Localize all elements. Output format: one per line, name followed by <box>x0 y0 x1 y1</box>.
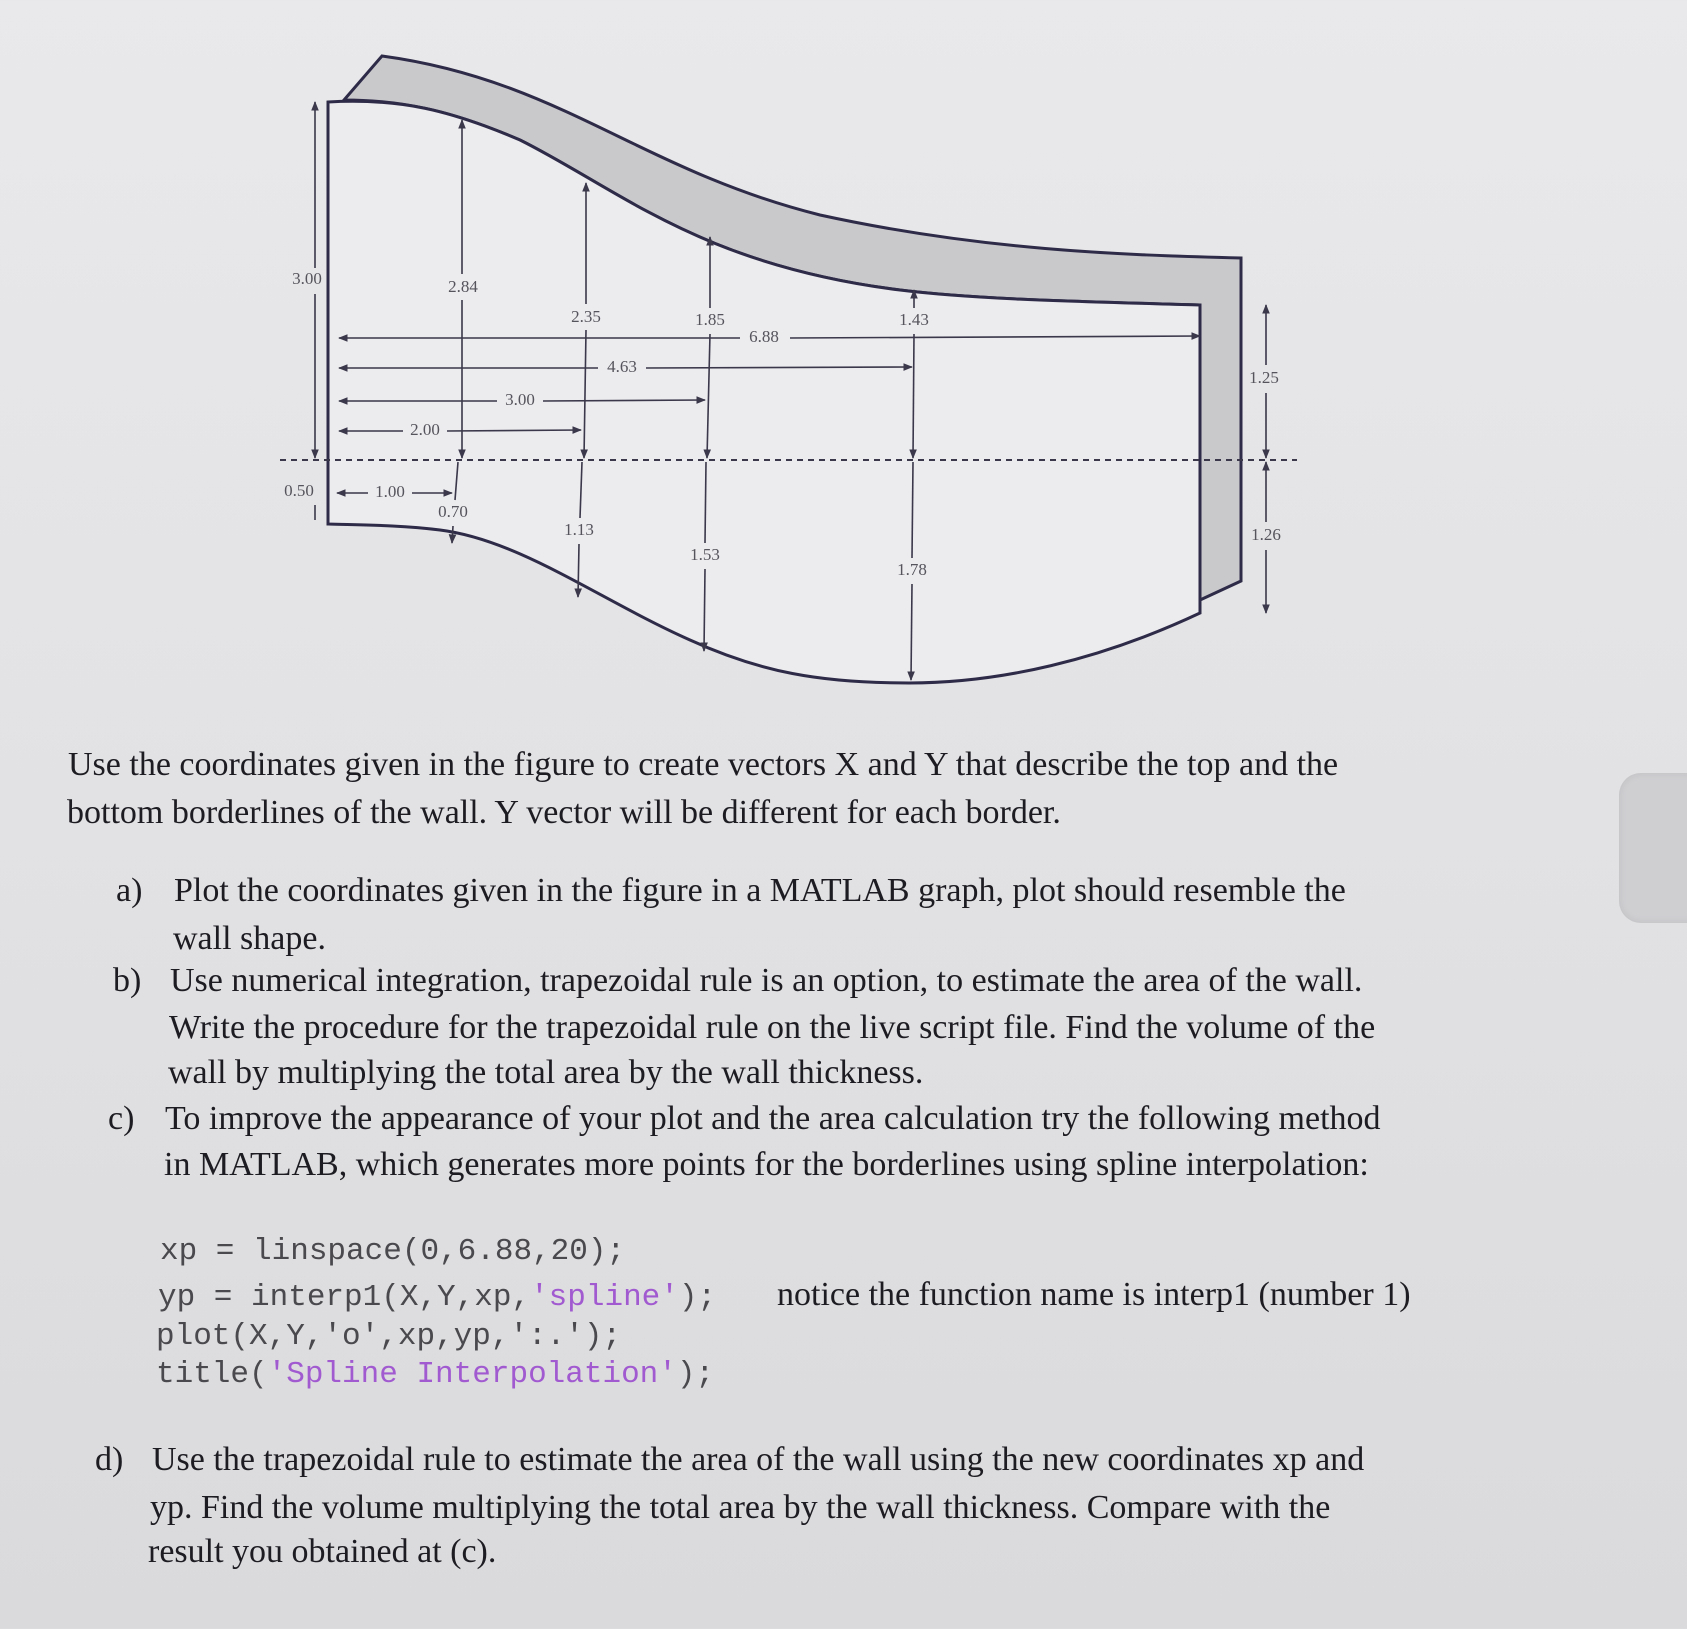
dim-top-x1: 2.84 <box>448 276 478 296</box>
wall-outline <box>328 101 1200 683</box>
dim-left-height: 3.00 <box>292 268 322 288</box>
dim-top-x2: 2.35 <box>571 306 601 326</box>
item-c-label: c) <box>108 1100 135 1137</box>
item-c-line-2: in MATLAB, which generates more points for the borderlines using spline interpolation: <box>164 1146 1369 1183</box>
dim-bottom-x4: 1.78 <box>897 559 927 579</box>
item-d-line-1: Use the trapezoidal rule to estimate the area of the wall using the new coordinates xp and <box>152 1441 1365 1478</box>
intro-line-1: Use the coordinates given in the figure to create vectors X and Y that describe the top and the <box>68 746 1339 783</box>
item-d-line-2: yp. Find the volume multiplying the total area by the wall thickness. Compare with the <box>150 1489 1331 1526</box>
dim-top-x3: 1.85 <box>695 309 725 329</box>
item-b-line-3: wall by multiplying the total area by the wall thickness. <box>168 1054 924 1091</box>
intro-line-2: bottom borderlines of the wall. Y vector will be different for each border. <box>67 794 1061 831</box>
item-a-line-2: wall shape. <box>173 920 326 957</box>
code-line-2: yp = interp1(X,Y,xp,'spline'); <box>158 1280 717 1315</box>
side-panel-handle[interactable] <box>1619 773 1687 923</box>
wall-diagram <box>0 0 1687 720</box>
dim-width-2: 2.00 <box>410 419 440 439</box>
item-b-line-1: Use numerical integration, trapezoidal rule is an option, to estimate the area of the wall. <box>170 962 1363 999</box>
code-line-1: xp = linspace(0,6.88,20); <box>160 1234 626 1269</box>
item-b-label: b) <box>113 962 142 999</box>
item-a-label: a) <box>116 872 143 909</box>
dim-width-1: 1.00 <box>375 481 405 501</box>
dim-bottom-x2: 1.13 <box>564 519 594 539</box>
dim-right-bottom: 1.26 <box>1251 524 1281 544</box>
dim-top-x4: 1.43 <box>899 309 929 329</box>
item-d-label: d) <box>95 1441 124 1478</box>
dim-width-4: 4.63 <box>607 356 637 376</box>
dim-left-offset: 0.50 <box>284 480 314 500</box>
code-note: notice the function name is interp1 (number 1) <box>777 1276 1411 1313</box>
dim-bottom-x1: 0.70 <box>438 501 468 521</box>
dim-right-top: 1.25 <box>1249 367 1279 387</box>
dim-width-3: 3.00 <box>505 389 535 409</box>
dim-width-total: 6.88 <box>749 326 779 346</box>
code-line-3: plot(X,Y,'o',xp,yp,':.'); <box>156 1319 622 1354</box>
code-line-4: title('Spline Interpolation'); <box>156 1357 715 1392</box>
item-d-line-3: result you obtained at (c). <box>148 1533 497 1570</box>
dim-bottom-x3: 1.53 <box>690 544 720 564</box>
item-a-line-1: Plot the coordinates given in the figure in a MATLAB graph, plot should resemble the <box>174 872 1346 909</box>
item-c-line-1: To improve the appearance of your plot and the area calculation try the following method <box>165 1100 1381 1137</box>
item-b-line-2: Write the procedure for the trapezoidal rule on the live script file. Find the volume of the <box>169 1009 1376 1046</box>
